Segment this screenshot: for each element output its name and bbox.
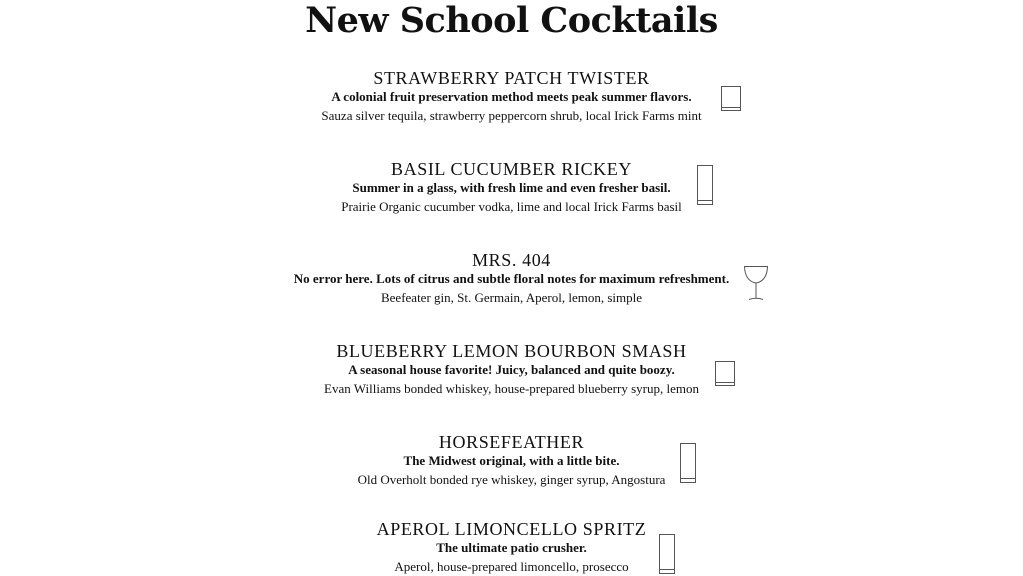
tagline-text: No error here. Lots of citrus and subtle floral notes for maximum refreshment.	[293, 271, 730, 286]
ingredients-text: Prairie Organic cucumber vodka, lime and local Irick Farms basil	[341, 199, 682, 214]
rocks-glass-icon	[720, 85, 742, 113]
menu-item-mrs-404	[0, 250, 1023, 307]
cocktail-ingredients	[0, 198, 1023, 216]
cocktail-ingredients: Beefeater gin, St. Germain, Aperol, lemon, simple	[380, 290, 642, 305]
cocktail-tagline: Summer in a glass, with fresh lime and even fresher basil.	[352, 180, 671, 195]
rocks-glass-icon	[714, 360, 736, 388]
ingredients-text: Aperol, house-prepared limoncello, prosecco	[394, 559, 629, 574]
cocktail-ingredients	[0, 558, 1023, 576]
cocktail-name: APEROL LIMONCELLO SPRITZ	[376, 519, 647, 539]
cocktail-ingredients	[0, 107, 1023, 125]
cocktail-name: HORSEFEATHER	[438, 432, 585, 452]
menu-item-basil-cucumber-rickey	[0, 159, 1023, 216]
cocktail-ingredients	[0, 380, 1023, 398]
menu-item-horsefeather	[0, 432, 1023, 489]
cocktail-ingredients	[0, 471, 1023, 489]
cocktail-tagline: The Midwest original, with a little bite.	[403, 453, 620, 468]
cocktail-tagline: A colonial fruit preservation method meets peak summer flavors.	[331, 89, 692, 104]
menu-item-aperol-limoncello-spritz	[0, 519, 1023, 576]
cocktail-name: MRS. 404	[472, 250, 551, 270]
highball-glass-icon	[696, 164, 714, 206]
highball-glass-icon	[658, 533, 676, 575]
cocktail-tagline: The ultimate patio crusher.	[436, 540, 587, 555]
cocktail-tagline: A seasonal house favorite! Juicy, balanced and quite boozy.	[348, 362, 675, 377]
ingredients-text: Evan Williams bonded whiskey, house-prepared blueberry syrup, lemon	[324, 381, 699, 396]
coupe-glass-icon	[743, 264, 769, 302]
menu-item-blueberry-lemon-bourbon-smash	[0, 341, 1023, 398]
page-title: New School Cocktails	[305, 0, 718, 41]
ingredients-text: Sauza silver tequila, strawberry peppercorn shrub, local Irick Farms mint	[321, 108, 702, 123]
ingredients-text: Old Overholt bonded rye whiskey, ginger syrup, Angostura	[357, 472, 666, 487]
cocktail-name: BASIL CUCUMBER RICKEY	[391, 159, 632, 179]
cocktail-tagline	[0, 270, 1023, 288]
cocktail-name: BLUEBERRY LEMON BOURBON SMASH	[336, 341, 687, 361]
menu-item-strawberry-patch-twister	[0, 68, 1023, 125]
highball-glass-icon	[679, 442, 697, 484]
cocktail-name: STRAWBERRY PATCH TWISTER	[373, 68, 650, 88]
